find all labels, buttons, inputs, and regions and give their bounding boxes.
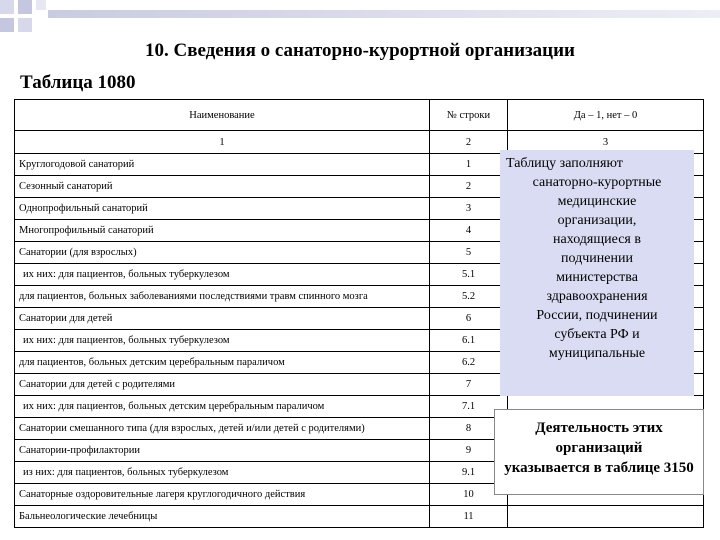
note-line: медицинские: [557, 194, 637, 209]
note-who-fills: [500, 150, 694, 396]
row-name: Санатории (для взрослых): [15, 242, 430, 264]
row-number: 7.1: [430, 396, 508, 418]
table-row: [15, 506, 704, 528]
column-number: 2: [430, 131, 508, 154]
row-number: 5.1: [430, 264, 508, 286]
row-number: 6.1: [430, 330, 508, 352]
note-line: субъекта РФ и: [554, 327, 640, 342]
row-number: 7: [430, 374, 508, 396]
note-line: санаторно-курортные: [532, 175, 662, 190]
decor-square: [18, 0, 32, 14]
decor-square: [0, 0, 14, 14]
decor-square: [18, 18, 32, 32]
row-name: Санатории для детей: [15, 308, 430, 330]
row-name: Санаторные оздоровительные лагеря круглогодичного действия: [15, 484, 430, 506]
row-number: 2: [430, 176, 508, 198]
decor-square: [0, 18, 14, 32]
decor-top-bar: [48, 10, 720, 18]
note-line: организаций: [555, 440, 643, 456]
table-caption: Таблица 1080: [20, 72, 136, 93]
row-name: их них: для пациентов, больных детским церебральным параличом: [15, 396, 430, 418]
row-name: их них: для пациентов, больных туберкулезом: [15, 330, 430, 352]
note-line: министерства: [556, 270, 638, 285]
column-number: 3: [508, 131, 704, 154]
decor-square: [36, 0, 46, 10]
row-number: 6: [430, 308, 508, 330]
row-number: 9.1: [430, 462, 508, 484]
header-row-number: № строки: [430, 100, 508, 131]
note-line: Деятельность этих: [535, 420, 663, 436]
row-name: Санатории смешанного типа (для взрослых, детей и/или детей с родителями): [15, 418, 430, 440]
row-name: для пациентов, больных заболеваниями последствиями травм спинного мозга: [15, 286, 430, 308]
note-line: организации,: [557, 213, 637, 228]
header-yes-no: Да – 1, нет – 0: [508, 100, 704, 131]
table-header-row: [15, 100, 704, 131]
row-name: из них: для пациентов, больных туберкулезом: [15, 462, 430, 484]
row-number: 8: [430, 418, 508, 440]
note-line: находящиеся в: [553, 232, 641, 247]
row-number: 11: [430, 506, 508, 528]
page-title: 10. Сведения о санаторно-курортной организации: [144, 40, 576, 61]
row-name: их них: для пациентов, больных туберкулезом: [15, 264, 430, 286]
row-number: 1: [430, 154, 508, 176]
row-number: 5.2: [430, 286, 508, 308]
row-name: для пациентов, больных детским церебральным параличом: [15, 352, 430, 374]
note-line: указывается в таблице 3150: [504, 460, 694, 476]
row-name: Санатории для детей с родителями: [15, 374, 430, 396]
header-name: Наименование: [15, 100, 430, 131]
row-name: Многопрофильный санаторий: [15, 220, 430, 242]
note-line: Таблицу заполняют: [506, 156, 623, 171]
row-number: 10: [430, 484, 508, 506]
row-name: Сезонный санаторий: [15, 176, 430, 198]
row-answer-cell[interactable]: [508, 506, 704, 528]
row-number: 6.2: [430, 352, 508, 374]
column-number: 1: [15, 131, 430, 154]
note-line: муниципальные: [548, 346, 646, 361]
note-line: подчинении: [561, 251, 633, 266]
row-number: 3: [430, 198, 508, 220]
row-number: 5: [430, 242, 508, 264]
row-name: Санатории-профилактории: [15, 440, 430, 462]
row-number: 4: [430, 220, 508, 242]
note-line: России, подчинении: [536, 308, 658, 323]
note-see-table-3150: [494, 409, 704, 495]
row-number: 9: [430, 440, 508, 462]
row-name: Круглогодовой санаторий: [15, 154, 430, 176]
row-name: Бальнеологические лечебницы: [15, 506, 430, 528]
note-line: здравоохранения: [546, 289, 648, 304]
row-name: Однопрофильный санаторий: [15, 198, 430, 220]
